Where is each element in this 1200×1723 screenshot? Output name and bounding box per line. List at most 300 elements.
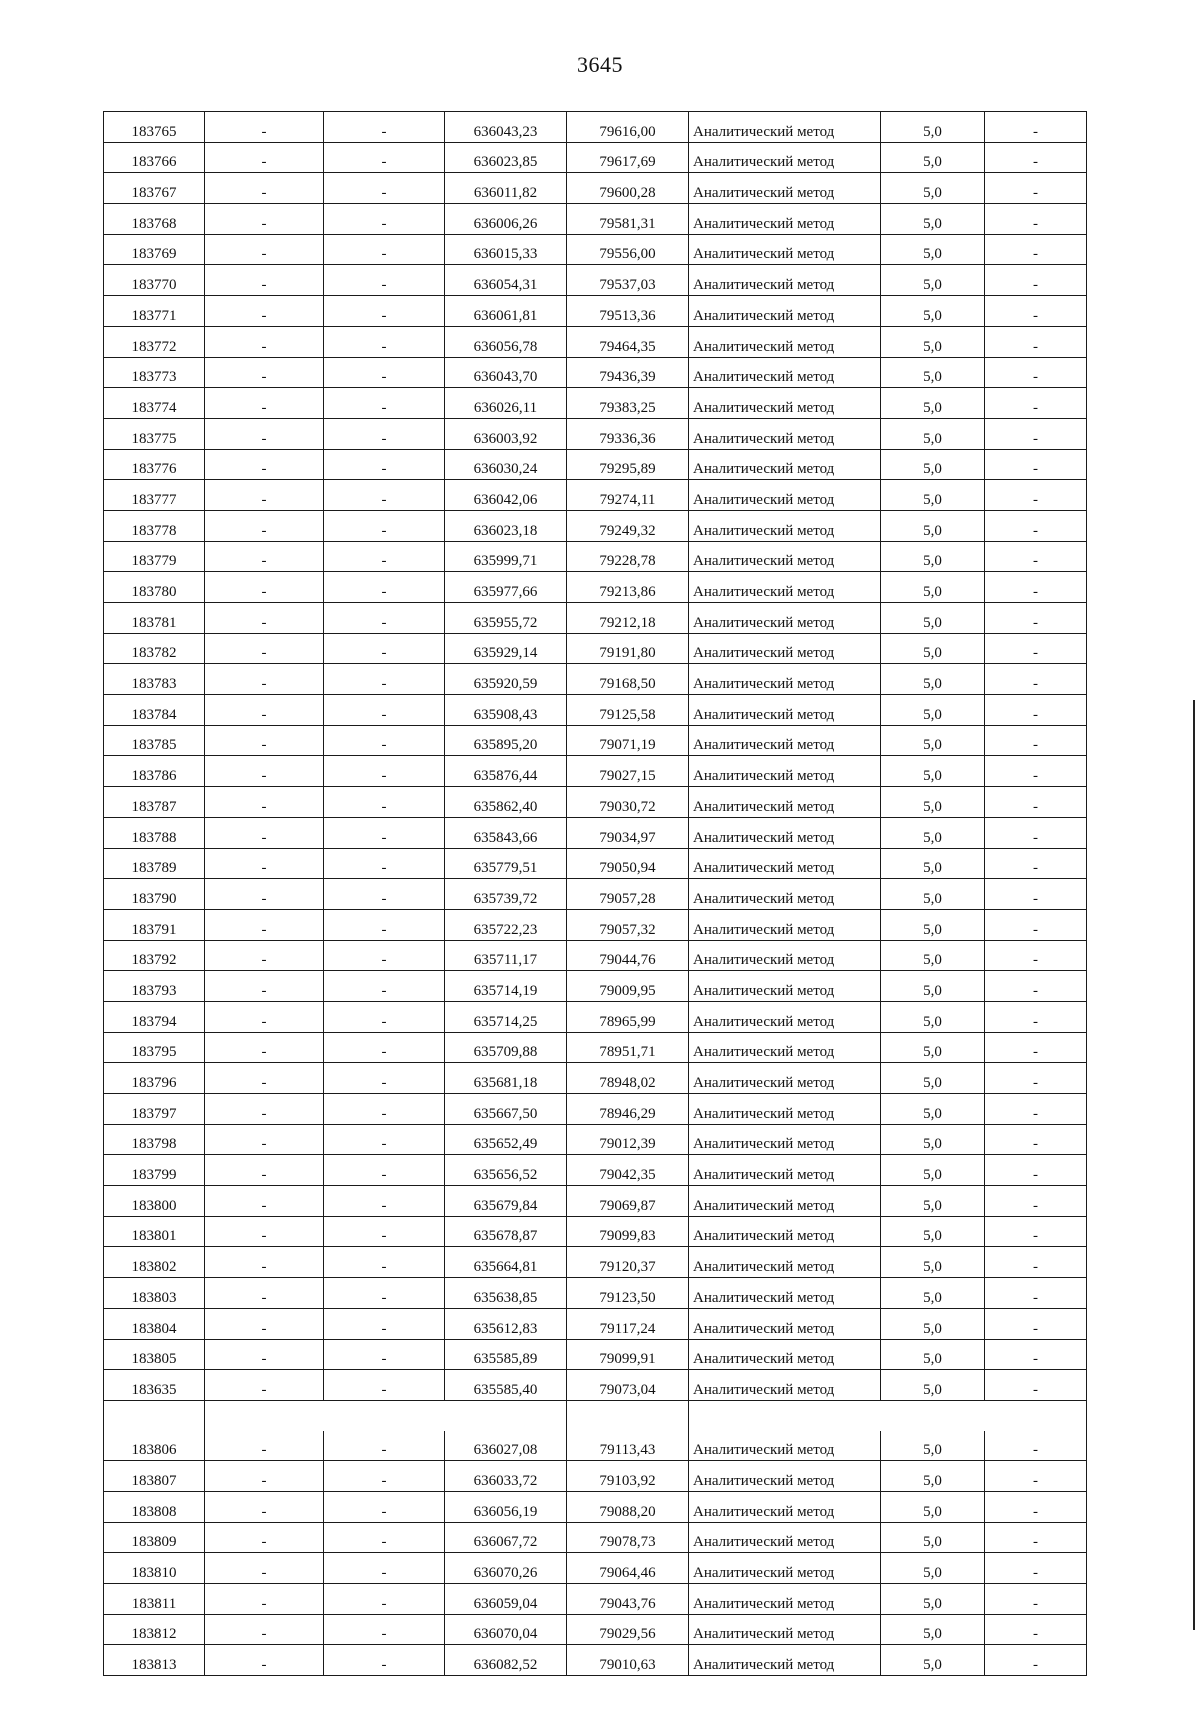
- coordinates-table: [103, 111, 1087, 1676]
- x-coordinate-cell: 636042,06: [445, 480, 567, 511]
- point-id-cell: 183807: [104, 1461, 205, 1492]
- x-coordinate-cell: 635652,49: [445, 1124, 567, 1155]
- y-coordinate-cell: 79057,32: [567, 909, 689, 940]
- dash-cell: -: [324, 1155, 445, 1186]
- dash-cell: -: [205, 1278, 324, 1309]
- dash-cell: -: [985, 1339, 1087, 1370]
- dash-cell: -: [324, 1001, 445, 1032]
- y-coordinate-cell: 78946,29: [567, 1094, 689, 1125]
- dash-cell: -: [205, 1431, 324, 1461]
- y-coordinate-cell: 79513,36: [567, 296, 689, 327]
- dash-cell: -: [205, 1491, 324, 1522]
- table-row: [104, 296, 1087, 327]
- method-cell: Аналитический метод: [689, 296, 881, 327]
- y-coordinate-cell: 79044,76: [567, 940, 689, 971]
- dash-cell: -: [985, 1155, 1087, 1186]
- table-row: [104, 1186, 1087, 1217]
- dash-cell: -: [985, 1308, 1087, 1339]
- dash-cell: -: [205, 1063, 324, 1094]
- x-coordinate-cell: 636023,85: [445, 142, 567, 173]
- accuracy-cell: 5,0: [881, 817, 985, 848]
- dash-cell: -: [205, 1584, 324, 1615]
- dash-cell: -: [205, 1124, 324, 1155]
- table-row: [104, 1247, 1087, 1278]
- table-row: [104, 817, 1087, 848]
- accuracy-cell: 5,0: [881, 1278, 985, 1309]
- dash-cell: -: [205, 1370, 324, 1401]
- accuracy-cell: 5,0: [881, 112, 985, 143]
- x-coordinate-cell: 636033,72: [445, 1461, 567, 1492]
- table-row: [104, 971, 1087, 1002]
- point-id-cell: 183789: [104, 848, 205, 879]
- x-coordinate-cell: 635999,71: [445, 541, 567, 572]
- y-coordinate-cell: 79113,43: [567, 1431, 689, 1461]
- point-id-cell: 183809: [104, 1522, 205, 1553]
- table-row: [104, 1461, 1087, 1492]
- dash-cell: -: [324, 1370, 445, 1401]
- dash-cell: -: [985, 1186, 1087, 1217]
- method-cell: Аналитический метод: [689, 817, 881, 848]
- dash-cell: -: [985, 572, 1087, 603]
- point-id-cell: 183776: [104, 449, 205, 480]
- method-cell: Аналитический метод: [689, 1553, 881, 1584]
- dash-cell: -: [985, 909, 1087, 940]
- table-body: [104, 112, 1087, 1676]
- dash-cell: -: [205, 633, 324, 664]
- dash-cell: -: [205, 1032, 324, 1063]
- table-row: [104, 1522, 1087, 1553]
- table-row: [104, 940, 1087, 971]
- point-id-cell: 183796: [104, 1063, 205, 1094]
- dash-cell: -: [324, 572, 445, 603]
- dash-cell: -: [324, 449, 445, 480]
- accuracy-cell: 5,0: [881, 787, 985, 818]
- method-cell: Аналитический метод: [689, 1032, 881, 1063]
- method-cell: Аналитический метод: [689, 940, 881, 971]
- table-row: [104, 480, 1087, 511]
- dash-cell: -: [205, 1247, 324, 1278]
- accuracy-cell: 5,0: [881, 204, 985, 235]
- y-coordinate-cell: 79581,31: [567, 204, 689, 235]
- x-coordinate-cell: 636003,92: [445, 418, 567, 449]
- dash-cell: -: [985, 449, 1087, 480]
- method-cell: Аналитический метод: [689, 265, 881, 296]
- dash-cell: -: [324, 1339, 445, 1370]
- dash-cell: -: [205, 265, 324, 296]
- dash-cell: -: [985, 480, 1087, 511]
- dash-cell: -: [324, 848, 445, 879]
- method-cell: Аналитический метод: [689, 756, 881, 787]
- point-id-cell: 183803: [104, 1278, 205, 1309]
- method-cell: Аналитический метод: [689, 664, 881, 695]
- dash-cell: -: [324, 1584, 445, 1615]
- point-id-cell: 183794: [104, 1001, 205, 1032]
- y-coordinate-cell: 79537,03: [567, 265, 689, 296]
- y-coordinate-cell: 79168,50: [567, 664, 689, 695]
- y-coordinate-cell: 79120,37: [567, 1247, 689, 1278]
- y-coordinate-cell: 78948,02: [567, 1063, 689, 1094]
- x-coordinate-cell: 636006,26: [445, 204, 567, 235]
- accuracy-cell: 5,0: [881, 1614, 985, 1645]
- y-coordinate-cell: 79034,97: [567, 817, 689, 848]
- table-row: [104, 603, 1087, 634]
- dash-cell: -: [985, 357, 1087, 388]
- y-coordinate-cell: 79123,50: [567, 1278, 689, 1309]
- point-id-cell: 183804: [104, 1308, 205, 1339]
- dash-cell: -: [985, 1247, 1087, 1278]
- empty-cell: [205, 1400, 445, 1430]
- accuracy-cell: 5,0: [881, 695, 985, 726]
- dash-cell: -: [324, 1491, 445, 1522]
- dash-cell: -: [985, 603, 1087, 634]
- y-coordinate-cell: 79012,39: [567, 1124, 689, 1155]
- y-coordinate-cell: 79029,56: [567, 1614, 689, 1645]
- dash-cell: -: [205, 756, 324, 787]
- accuracy-cell: 5,0: [881, 1308, 985, 1339]
- y-coordinate-cell: 79436,39: [567, 357, 689, 388]
- y-coordinate-cell: 79616,00: [567, 112, 689, 143]
- y-coordinate-cell: 79073,04: [567, 1370, 689, 1401]
- dash-cell: -: [324, 756, 445, 787]
- y-coordinate-cell: 79103,92: [567, 1461, 689, 1492]
- dash-cell: -: [205, 204, 324, 235]
- table-row: [104, 418, 1087, 449]
- dash-cell: -: [985, 817, 1087, 848]
- table-row: [104, 633, 1087, 664]
- table-row: [104, 1491, 1087, 1522]
- method-cell: Аналитический метод: [689, 1522, 881, 1553]
- accuracy-cell: 5,0: [881, 1339, 985, 1370]
- point-id-cell: 183813: [104, 1645, 205, 1676]
- x-coordinate-cell: 636070,26: [445, 1553, 567, 1584]
- accuracy-cell: 5,0: [881, 1247, 985, 1278]
- table-row: [104, 787, 1087, 818]
- method-cell: Аналитический метод: [689, 1431, 881, 1461]
- dash-cell: -: [324, 265, 445, 296]
- dash-cell: -: [324, 296, 445, 327]
- point-id-cell: 183798: [104, 1124, 205, 1155]
- dash-cell: -: [985, 787, 1087, 818]
- x-coordinate-cell: 636011,82: [445, 173, 567, 204]
- method-cell: Аналитический метод: [689, 388, 881, 419]
- dash-cell: -: [205, 449, 324, 480]
- point-id-cell: 183791: [104, 909, 205, 940]
- x-coordinate-cell: 635638,85: [445, 1278, 567, 1309]
- table-row: [104, 449, 1087, 480]
- dash-cell: -: [205, 1645, 324, 1676]
- method-cell: Аналитический метод: [689, 1461, 881, 1492]
- x-coordinate-cell: 636067,72: [445, 1522, 567, 1553]
- x-coordinate-cell: 635955,72: [445, 603, 567, 634]
- table-row: [104, 1094, 1087, 1125]
- x-coordinate-cell: 635678,87: [445, 1216, 567, 1247]
- x-coordinate-cell: 635667,50: [445, 1094, 567, 1125]
- dash-cell: -: [205, 572, 324, 603]
- x-coordinate-cell: 635714,19: [445, 971, 567, 1002]
- accuracy-cell: 5,0: [881, 1032, 985, 1063]
- point-id-cell: 183766: [104, 142, 205, 173]
- method-cell: Аналитический метод: [689, 1001, 881, 1032]
- y-coordinate-cell: 79125,58: [567, 695, 689, 726]
- x-coordinate-cell: 635862,40: [445, 787, 567, 818]
- x-coordinate-cell: 636043,23: [445, 112, 567, 143]
- y-coordinate-cell: 79069,87: [567, 1186, 689, 1217]
- accuracy-cell: 5,0: [881, 541, 985, 572]
- method-cell: Аналитический метод: [689, 1063, 881, 1094]
- dash-cell: -: [324, 173, 445, 204]
- point-id-cell: 183812: [104, 1614, 205, 1645]
- dash-cell: -: [205, 1216, 324, 1247]
- y-coordinate-cell: 79009,95: [567, 971, 689, 1002]
- y-coordinate-cell: 79556,00: [567, 234, 689, 265]
- y-coordinate-cell: 79617,69: [567, 142, 689, 173]
- dash-cell: -: [324, 1614, 445, 1645]
- method-cell: Аналитический метод: [689, 572, 881, 603]
- method-cell: Аналитический метод: [689, 879, 881, 910]
- method-cell: Аналитический метод: [689, 1645, 881, 1676]
- x-coordinate-cell: 636056,78: [445, 326, 567, 357]
- dash-cell: -: [324, 1094, 445, 1125]
- accuracy-cell: 5,0: [881, 388, 985, 419]
- accuracy-cell: 5,0: [881, 1124, 985, 1155]
- dash-cell: -: [324, 112, 445, 143]
- dash-cell: -: [985, 971, 1087, 1002]
- dash-cell: -: [205, 1094, 324, 1125]
- dash-cell: -: [985, 112, 1087, 143]
- dash-cell: -: [205, 173, 324, 204]
- dash-cell: -: [205, 848, 324, 879]
- y-coordinate-cell: 79228,78: [567, 541, 689, 572]
- method-cell: Аналитический метод: [689, 909, 881, 940]
- dash-cell: -: [324, 541, 445, 572]
- accuracy-cell: 5,0: [881, 1216, 985, 1247]
- y-coordinate-cell: 79295,89: [567, 449, 689, 480]
- accuracy-cell: 5,0: [881, 357, 985, 388]
- point-id-cell: 183771: [104, 296, 205, 327]
- dash-cell: -: [985, 940, 1087, 971]
- method-cell: Аналитический метод: [689, 1216, 881, 1247]
- x-coordinate-cell: 636043,70: [445, 357, 567, 388]
- accuracy-cell: 5,0: [881, 1461, 985, 1492]
- y-coordinate-cell: 79274,11: [567, 480, 689, 511]
- method-cell: Аналитический метод: [689, 787, 881, 818]
- y-coordinate-cell: 79030,72: [567, 787, 689, 818]
- dash-cell: -: [985, 1584, 1087, 1615]
- dash-cell: -: [985, 1001, 1087, 1032]
- point-id-cell: 183805: [104, 1339, 205, 1370]
- dash-cell: -: [205, 510, 324, 541]
- point-id-cell: 183795: [104, 1032, 205, 1063]
- x-coordinate-cell: 635714,25: [445, 1001, 567, 1032]
- accuracy-cell: 5,0: [881, 603, 985, 634]
- point-id-cell: 183779: [104, 541, 205, 572]
- dash-cell: -: [985, 1431, 1087, 1461]
- x-coordinate-cell: 636023,18: [445, 510, 567, 541]
- dash-cell: -: [324, 1553, 445, 1584]
- dash-cell: -: [205, 234, 324, 265]
- table-row: [104, 326, 1087, 357]
- dash-cell: -: [324, 909, 445, 940]
- dash-cell: -: [985, 541, 1087, 572]
- x-coordinate-cell: 636026,11: [445, 388, 567, 419]
- dash-cell: -: [205, 142, 324, 173]
- accuracy-cell: 5,0: [881, 848, 985, 879]
- y-coordinate-cell: 79383,25: [567, 388, 689, 419]
- point-id-cell: 183774: [104, 388, 205, 419]
- accuracy-cell: 5,0: [881, 1645, 985, 1676]
- table-row: [104, 1032, 1087, 1063]
- dash-cell: -: [985, 296, 1087, 327]
- accuracy-cell: 5,0: [881, 1491, 985, 1522]
- point-id-cell: 183808: [104, 1491, 205, 1522]
- point-id-cell: 183767: [104, 173, 205, 204]
- point-id-cell: 183765: [104, 112, 205, 143]
- dash-cell: -: [985, 173, 1087, 204]
- accuracy-cell: 5,0: [881, 1584, 985, 1615]
- dash-cell: -: [985, 664, 1087, 695]
- table-row: [104, 664, 1087, 695]
- dash-cell: -: [985, 879, 1087, 910]
- dash-cell: -: [324, 695, 445, 726]
- method-cell: Аналитический метод: [689, 326, 881, 357]
- dash-cell: -: [985, 1614, 1087, 1645]
- dash-cell: -: [205, 879, 324, 910]
- method-cell: Аналитический метод: [689, 1094, 881, 1125]
- method-cell: Аналитический метод: [689, 418, 881, 449]
- accuracy-cell: 5,0: [881, 449, 985, 480]
- method-cell: Аналитический метод: [689, 1186, 881, 1217]
- x-coordinate-cell: 635779,51: [445, 848, 567, 879]
- table-row: [104, 1001, 1087, 1032]
- x-coordinate-cell: 635656,52: [445, 1155, 567, 1186]
- method-cell: Аналитический метод: [689, 971, 881, 1002]
- dash-cell: -: [324, 1124, 445, 1155]
- dash-cell: -: [324, 787, 445, 818]
- point-id-cell: 183785: [104, 725, 205, 756]
- dash-cell: -: [205, 296, 324, 327]
- table-row: [104, 204, 1087, 235]
- point-id-cell: 183769: [104, 234, 205, 265]
- method-cell: Аналитический метод: [689, 1247, 881, 1278]
- point-id-cell: 183775: [104, 418, 205, 449]
- dash-cell: -: [985, 1461, 1087, 1492]
- dash-cell: -: [205, 971, 324, 1002]
- dash-cell: -: [324, 1186, 445, 1217]
- table-row: [104, 1308, 1087, 1339]
- dash-cell: -: [985, 1032, 1087, 1063]
- table-row: [104, 756, 1087, 787]
- method-cell: Аналитический метод: [689, 1308, 881, 1339]
- point-id-cell: 183781: [104, 603, 205, 634]
- accuracy-cell: 5,0: [881, 265, 985, 296]
- table-row: [104, 1216, 1087, 1247]
- dash-cell: -: [985, 1216, 1087, 1247]
- dash-cell: -: [324, 204, 445, 235]
- y-coordinate-cell: 79071,19: [567, 725, 689, 756]
- x-coordinate-cell: 635711,17: [445, 940, 567, 971]
- method-cell: Аналитический метод: [689, 142, 881, 173]
- dash-cell: -: [324, 1032, 445, 1063]
- dash-cell: -: [324, 480, 445, 511]
- x-coordinate-cell: 636015,33: [445, 234, 567, 265]
- accuracy-cell: 5,0: [881, 296, 985, 327]
- dash-cell: -: [324, 1431, 445, 1461]
- dash-cell: -: [985, 265, 1087, 296]
- y-coordinate-cell: 79027,15: [567, 756, 689, 787]
- dash-cell: -: [205, 725, 324, 756]
- method-cell: Аналитический метод: [689, 633, 881, 664]
- accuracy-cell: 5,0: [881, 572, 985, 603]
- method-cell: Аналитический метод: [689, 1370, 881, 1401]
- x-coordinate-cell: 636061,81: [445, 296, 567, 327]
- method-cell: Аналитический метод: [689, 1155, 881, 1186]
- dash-cell: -: [205, 1001, 324, 1032]
- dash-cell: -: [324, 142, 445, 173]
- dash-cell: -: [205, 909, 324, 940]
- dash-cell: -: [324, 725, 445, 756]
- dash-cell: -: [324, 879, 445, 910]
- x-coordinate-cell: 636027,08: [445, 1431, 567, 1461]
- y-coordinate-cell: 79010,63: [567, 1645, 689, 1676]
- point-id-cell: 183787: [104, 787, 205, 818]
- dash-cell: -: [985, 1063, 1087, 1094]
- dash-cell: -: [324, 1308, 445, 1339]
- x-coordinate-cell: 635612,83: [445, 1308, 567, 1339]
- dash-cell: -: [985, 1645, 1087, 1676]
- x-coordinate-cell: 636070,04: [445, 1614, 567, 1645]
- dash-cell: -: [205, 1461, 324, 1492]
- x-coordinate-cell: 635709,88: [445, 1032, 567, 1063]
- empty-cell: [445, 1400, 567, 1430]
- table-row: [104, 1339, 1087, 1370]
- dash-cell: -: [324, 234, 445, 265]
- accuracy-cell: 5,0: [881, 142, 985, 173]
- accuracy-cell: 5,0: [881, 510, 985, 541]
- table-row: [104, 234, 1087, 265]
- y-coordinate-cell: 78965,99: [567, 1001, 689, 1032]
- point-id-cell: 183773: [104, 357, 205, 388]
- point-id-cell: 183786: [104, 756, 205, 787]
- y-coordinate-cell: 79117,24: [567, 1308, 689, 1339]
- x-coordinate-cell: 635585,89: [445, 1339, 567, 1370]
- accuracy-cell: 5,0: [881, 480, 985, 511]
- method-cell: Аналитический метод: [689, 848, 881, 879]
- accuracy-cell: 5,0: [881, 1001, 985, 1032]
- accuracy-cell: 5,0: [881, 1094, 985, 1125]
- point-id-cell: 183788: [104, 817, 205, 848]
- x-coordinate-cell: 636082,52: [445, 1645, 567, 1676]
- x-coordinate-cell: 635843,66: [445, 817, 567, 848]
- dash-cell: -: [205, 695, 324, 726]
- dash-cell: -: [985, 388, 1087, 419]
- table-row: [104, 879, 1087, 910]
- method-cell: Аналитический метод: [689, 173, 881, 204]
- dash-cell: -: [324, 510, 445, 541]
- y-coordinate-cell: 79191,80: [567, 633, 689, 664]
- accuracy-cell: 5,0: [881, 725, 985, 756]
- method-cell: Аналитический метод: [689, 1614, 881, 1645]
- dash-cell: -: [324, 1247, 445, 1278]
- accuracy-cell: 5,0: [881, 418, 985, 449]
- table-row: [104, 357, 1087, 388]
- x-coordinate-cell: 636056,19: [445, 1491, 567, 1522]
- dash-cell: -: [324, 418, 445, 449]
- point-id-cell: 183793: [104, 971, 205, 1002]
- dash-cell: -: [205, 1186, 324, 1217]
- x-coordinate-cell: 636059,04: [445, 1584, 567, 1615]
- accuracy-cell: 5,0: [881, 1186, 985, 1217]
- empty-cell: [567, 1400, 689, 1430]
